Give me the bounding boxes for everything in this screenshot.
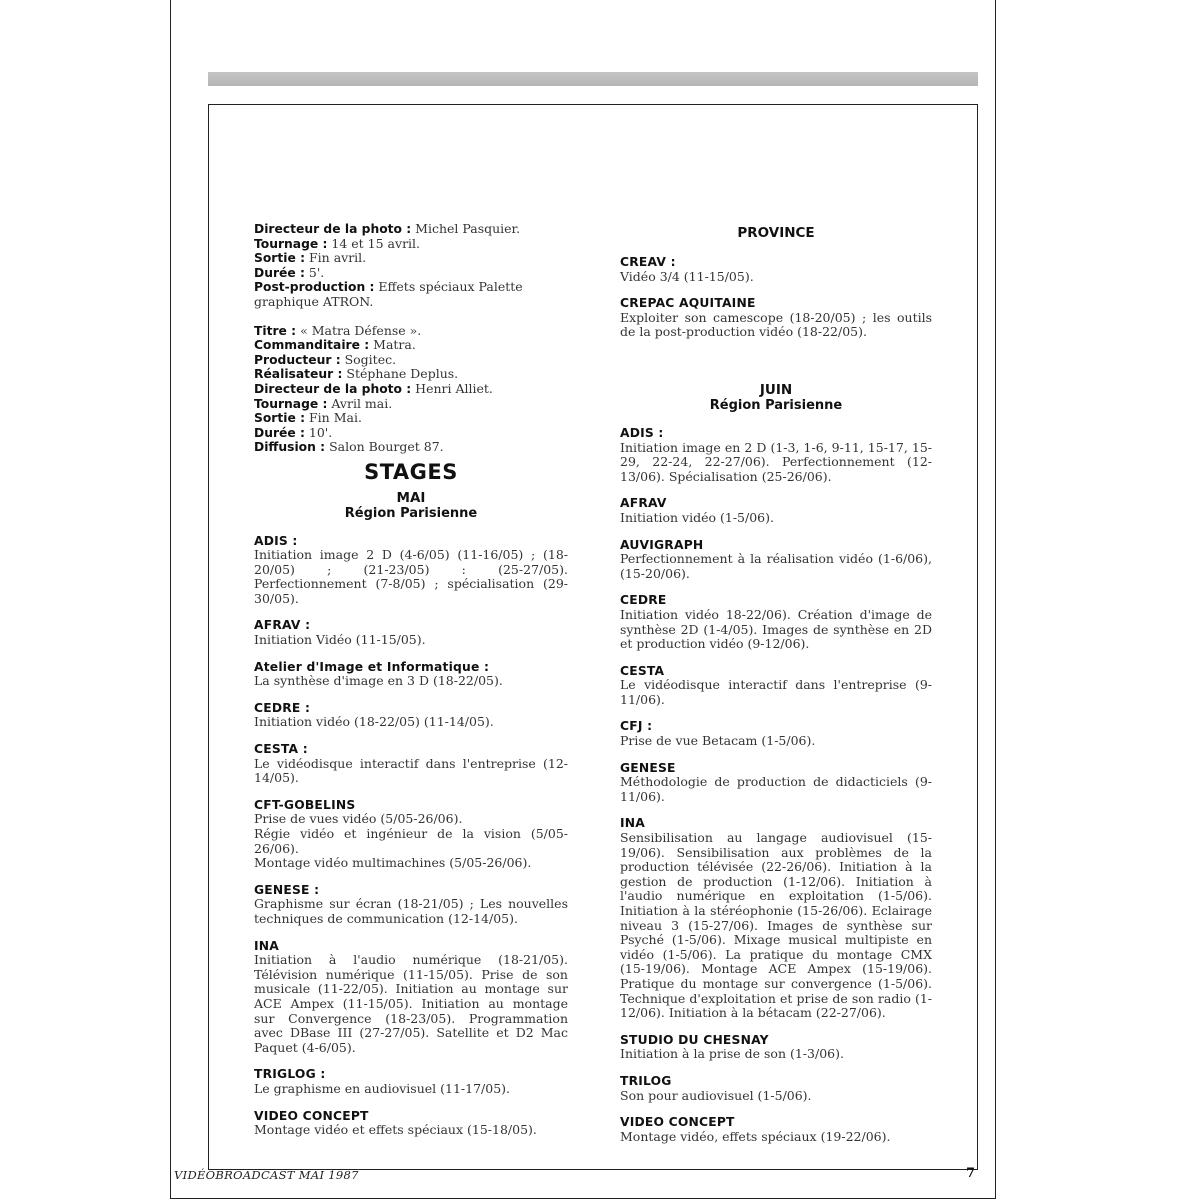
stage-description: Initiation à la prise de son (1-3/06).: [620, 1046, 844, 1062]
stage-org: VIDEO CONCEPT: [254, 1108, 369, 1123]
credit-label: Directeur de la photo :: [254, 381, 412, 396]
credit-line: [254, 397, 568, 412]
credit-value: Matra.: [373, 337, 416, 353]
stage-description: Montage vidéo, effets spéciaux (19-22/06).: [620, 1128, 891, 1144]
credit-label: Titre :: [254, 323, 297, 338]
province-entries: [620, 255, 932, 340]
credit-label: Durée :: [254, 425, 305, 440]
stage-entry: [254, 1067, 568, 1096]
stage-org: VIDEO CONCEPT: [620, 1115, 735, 1130]
stage-description: Perfectionnement à la réalisation vidéo (1-6/06), (15-20/06).: [620, 551, 932, 581]
stage-org: TRILOG: [620, 1073, 672, 1088]
stage-org: CEDRE :: [254, 700, 311, 715]
stage-entry: [620, 719, 932, 748]
credits-block-2: [254, 324, 568, 455]
credit-line: [254, 237, 568, 252]
credit-label: Directeur de la photo :: [254, 222, 412, 236]
credit-value: 10'.: [308, 424, 333, 440]
stage-entry: [620, 1115, 932, 1144]
credit-label: Diffusion :: [254, 440, 326, 455]
credit-value: Salon Bourget 87.: [329, 439, 444, 455]
stage-entry: [254, 701, 568, 730]
stage-entry: [254, 534, 568, 607]
credits-block-1: [254, 222, 568, 310]
footer-publication: VIDÉOBROADCAST MAI 1987: [174, 1168, 359, 1182]
stage-entry: [620, 1033, 932, 1062]
credit-label: Post-production :: [254, 280, 375, 295]
stage-org: GENESE :: [254, 882, 320, 897]
credit-label: Producteur :: [254, 352, 341, 367]
credit-line: [254, 324, 568, 339]
credit-label: Sortie :: [254, 251, 306, 266]
credit-value: « Matra Défense ».: [300, 322, 422, 338]
stage-org: TRIGLOG :: [254, 1067, 326, 1082]
credit-value: Fin Mai.: [309, 410, 362, 426]
mai-subtitle: Région Parisienne: [344, 505, 478, 521]
stage-description: La synthèse d'image en 3 D (18-22/05).: [254, 673, 503, 689]
stage-entry: [620, 816, 932, 1020]
stage-description: Initiation image 2 D (4-6/05) (11-16/05) ; (18-20/05) ; (21-23/05) : (25-27/05). Perfectionnement (7-8/05) ; spécialisation (29-30/05).: [254, 547, 568, 606]
stage-description: Sensibilisation au langage audiovisuel (15-19/06). Sensibilisation aux problèmes de la production télévisée (22-26/06). Initiation à la gestion de production (1-12/06). Initiation à l'audio numérique en exploitation (1-5/06). Initiation à la stéréophonie (15-26/06). Eclairage niveau 3 (15-27/06). Images de synthèse sur Psyché (1-5/06). Mixage musical multipiste en vidéo (1-5/06). La pratique du montage CMX (15-19/06). Montage ACE Ampex (15-19/06). Pratique du montage sur convergence (1-5/06). Technique d'exploitation et prise de son radio (1-12/06). Initiation à la bétacam (22-27/06).: [620, 830, 932, 1021]
left-column: [254, 222, 568, 1150]
credit-label: Réalisateur :: [254, 367, 343, 382]
stage-org: STUDIO DU CHESNAY: [620, 1032, 769, 1047]
stage-description: Prise de vue Betacam (1-5/06).: [620, 733, 816, 749]
stage-entry: [620, 1074, 932, 1103]
stage-description: Initiation vidéo 18-22/06). Création d'image de synthèse 2D (1-4/05). Images de synthèse en 2D et production vidéo (9-12/06).: [620, 606, 932, 652]
stage-org: CREPAC AQUITAINE: [620, 296, 756, 311]
stage-entry: [254, 798, 568, 871]
credit-value: Sogitec.: [344, 351, 397, 367]
stage-org: ADIS :: [254, 533, 298, 548]
stage-org: AUVIGRAPH: [620, 537, 704, 552]
juin-title: JUIN: [759, 381, 793, 398]
credit-line: [254, 338, 568, 353]
stage-description: Initiation image en 2 D (1-3, 1-6, 9-11, 15-17, 15-29, 22-24, 22-27/06). Perfectionnement (12-13/06). Spécialisation (25-26/06).: [620, 439, 932, 484]
credit-value: Effets spéciaux Palette graphique ATRON.: [254, 279, 523, 309]
stage-description: Le graphisme en audiovisuel (11-17/05).: [254, 1080, 511, 1096]
credit-line: [254, 222, 568, 237]
stage-description: Initiation Vidéo (11-15/05).: [254, 632, 426, 648]
stage-entry: [620, 496, 932, 525]
credit-line: [254, 280, 568, 309]
stage-entry: [620, 296, 932, 340]
credit-label: Sortie :: [254, 411, 306, 426]
credit-value: Michel Pasquier.: [415, 221, 521, 236]
stage-entry: [254, 742, 568, 786]
stage-description: Le vidéodisque interactif dans l'entreprise (12-14/05).: [254, 755, 568, 786]
stage-description: Initiation à l'audio numérique (18-21/05). Télévision numérique (11-15/05). Prise de son musicale (11-22/05). Initiation au montage sur ACE Ampex (11-15/05). Initiation au montage sur Convergence (18-23/05). Programmation avec DBase III (27-27/05). Satellite et D2 Mac Paquet (4-6/05).: [254, 952, 568, 1055]
juin-entries: [620, 426, 932, 1144]
stages-title: STAGES: [364, 459, 458, 484]
credit-value: 5'.: [308, 264, 325, 280]
stage-org: AFRAV: [620, 496, 667, 511]
credit-line: [254, 266, 568, 281]
credit-label: Durée :: [254, 265, 305, 280]
stage-description: Méthodologie de production de didacticiels (9-11/06).: [620, 774, 932, 804]
stage-description: Le vidéodisque interactif dans l'entreprise (9-11/06).: [620, 677, 932, 707]
stage-entry: [254, 883, 568, 927]
stage-org: AFRAV :: [254, 618, 311, 633]
stage-org: CFJ :: [620, 719, 653, 734]
stage-org: CESTA: [620, 663, 665, 678]
stage-description: Montage vidéo et effets spéciaux (15-18/05).: [254, 1122, 537, 1138]
stage-description: Initiation vidéo (1-5/06).: [620, 509, 774, 525]
stage-org: INA: [620, 816, 645, 831]
page-number: 7: [966, 1166, 976, 1181]
stage-org: INA: [254, 938, 279, 953]
credit-value: Avril mai.: [331, 395, 393, 411]
stage-description: Graphisme sur écran (18-21/05) ; Les nouvelles techniques de communication (12-14/05).: [254, 896, 568, 926]
mai-entries: [254, 534, 568, 1138]
stage-org: GENESE: [620, 760, 676, 775]
right-column: [620, 225, 932, 1156]
stage-entry: [254, 618, 568, 647]
stage-description: Initiation vidéo (18-22/05) (11-14/05).: [254, 714, 494, 730]
credit-value: Fin avril.: [309, 250, 367, 266]
province-title: PROVINCE: [737, 225, 815, 241]
stage-entry: [254, 939, 568, 1056]
credit-line: [254, 251, 568, 266]
credit-label: Commanditaire :: [254, 338, 370, 353]
stage-description: Vidéo 3/4 (11-15/05).: [620, 268, 754, 284]
credit-line: [254, 411, 568, 426]
credit-line: [254, 440, 568, 455]
credit-value: Stéphane Deplus.: [346, 366, 459, 382]
stage-org: CFT-GOBELINS: [254, 797, 356, 812]
credit-line: [254, 367, 568, 382]
stage-description: Exploiter son camescope (18-20/05) ; les outils de la post-production vidéo (18-22/05).: [620, 309, 932, 340]
stage-org: CESTA :: [254, 742, 308, 757]
stage-description: Prise de vues vidéo (5/05-26/06). Régie vidéo et ingénieur de la vision (5/05-26/06). Montage vidéo multimachines (5/05-26/06).: [254, 811, 568, 871]
credit-line: [254, 382, 568, 397]
stage-org: CEDRE: [620, 593, 667, 608]
stage-org: ADIS :: [620, 425, 664, 440]
credit-line: [254, 353, 568, 368]
stage-entry: [620, 538, 932, 582]
stage-entry: [620, 664, 932, 708]
stage-entry: [620, 255, 932, 284]
credit-label: Tournage :: [254, 396, 328, 411]
mai-title: MAI: [396, 489, 426, 506]
stage-entry: [254, 660, 568, 689]
credit-label: Tournage :: [254, 236, 328, 251]
credit-value: 14 et 15 avril.: [331, 235, 421, 251]
credit-value: Henri Alliet.: [415, 380, 493, 396]
stage-description: Son pour audiovisuel (1-5/06).: [620, 1087, 812, 1103]
stage-entry: [620, 426, 932, 484]
juin-subtitle: Région Parisienne: [709, 397, 843, 413]
stage-org: Atelier d'Image et Informatique :: [254, 659, 490, 674]
header-bar: [208, 72, 978, 86]
stage-entry: [620, 761, 932, 805]
stage-entry: [620, 593, 932, 651]
credit-line: [254, 426, 568, 441]
stage-org: CREAV :: [620, 255, 676, 269]
stage-entry: [254, 1109, 568, 1138]
